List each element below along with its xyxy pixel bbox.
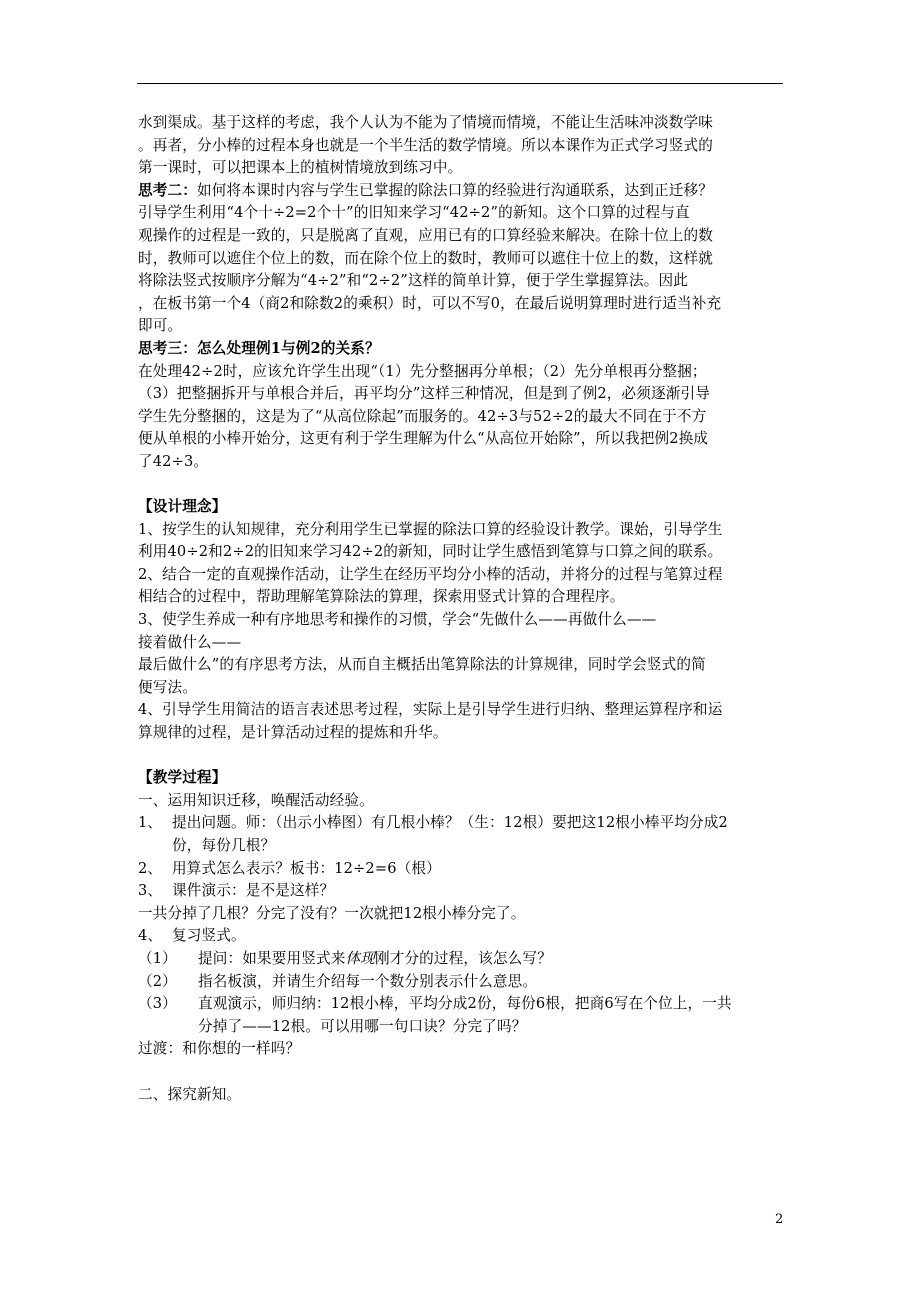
list-item	[138, 858, 788, 881]
sub-list-item	[138, 948, 788, 971]
text-line: 最后做什么”的有序思考方法，从而自主概括出笔算除法的计算规律，同时学会竖式的简	[138, 656, 706, 674]
text-line: 接着做什么——	[138, 633, 242, 651]
thinking-three-section	[138, 338, 788, 474]
section-one-title: 一、运用知识迁移，唤醒活动经验。	[138, 791, 374, 809]
text-line: 3、使学生养成一种有序地思考和操作的习惯，学会“先做什么——再做什么——	[138, 611, 657, 629]
list-item	[138, 925, 788, 948]
list-text: 课件演示：是不是这样？	[172, 882, 335, 900]
text-line: 了42÷3。	[138, 452, 209, 470]
text-line: 在处理42÷2时，应该允许学生出现“（1）先分整捆再分单根；（2）先分单根再分整捆；	[138, 362, 707, 380]
sub-list-item	[138, 971, 788, 994]
text-line: 便写法。	[138, 678, 197, 696]
sub-list-text-continued: 分掉了——12根。可以用哪一句口诀？分完了吗？	[198, 1017, 527, 1035]
sub-list-number: （3）	[138, 995, 177, 1013]
sub-list-text-italic: 体现	[345, 949, 375, 967]
design-concept-section	[138, 496, 788, 745]
text-line: 将除法竖式按顺序分解为“4÷2”和“2÷2”这样的简单计算，便于学生掌握算法。因此	[138, 272, 688, 290]
text-line: 第一课时，可以把课本上的植树情境放到练习中。	[138, 159, 463, 177]
text-line: 4、引导学生用简洁的语言表述思考过程，实际上是引导学生进行归纳、整理运算程序和运	[138, 701, 723, 719]
text-line: 相结合的过程中，帮助理解笔算除法的算理，探索用竖式计算的合理程序。	[138, 588, 625, 606]
page-number: 2	[775, 1212, 784, 1227]
design-concept-heading: 【设计理念】	[138, 498, 227, 516]
text-line: 。再者，分小棒的过程本身也就是一个半生活的数学情境。所以本课作为正式学习竖式的	[138, 136, 714, 154]
text-line: （3）把整捆拆开与单根合并后，再平均分”这样三种情况，但是到了例2，必须逐渐引导	[138, 385, 711, 403]
text-line: 水到渠成。基于这样的考虑，我个人认为不能为了情境而情境，不能让生活味冲淡数学味	[138, 114, 714, 131]
teaching-process-heading: 【教学过程】	[138, 769, 227, 787]
list-text: 提出问题。师：（出示小棒图）有几根小棒？（生：12根）要把这12根小棒平均分成2	[172, 814, 728, 832]
sub-list-number: （1）	[138, 949, 177, 967]
text-line: 时，教师可以遮住个位上的数，而在除个位上的数时，教师可以遮住十位上的数，这样就	[138, 249, 714, 267]
list-text: 复习竖式。	[172, 927, 246, 945]
section-two-title: 二、探究新知。	[138, 1085, 242, 1103]
sub-list-text: 直观演示，师归纳：12根小棒，平均分成2份，每份6根，把商6写在个位上，一共	[198, 995, 732, 1013]
list-item	[138, 812, 788, 835]
thinking-two-label: 思考二：	[138, 181, 197, 199]
list-text: 用算式怎么表示？板书：12÷2=6（根）	[172, 859, 441, 877]
text-line: 利用40÷2和2÷2的旧知来学习42÷2的新知，同时让学生感悟到笔算与口算之间的联系。	[138, 543, 723, 561]
teaching-process-section	[138, 767, 788, 1106]
list-number: 2、	[138, 859, 163, 877]
list-number: 3、	[138, 882, 163, 900]
list-item	[138, 880, 788, 903]
thinking-two-section	[138, 180, 788, 338]
document-body	[138, 112, 788, 1106]
text-line: 便从单根的小棒开始分，这更有利于学生理解为什么“从高位开始除”，所以我把例2换成	[138, 430, 709, 448]
sub-list-item	[138, 993, 788, 1016]
text-line: 1、按学生的认知规律，充分利用学生已掌握的除法口算的经验设计教学。课始，引导学生	[138, 520, 723, 538]
paragraph-intro	[138, 112, 788, 180]
text-line: 一共分掉了几根？分完了没有？一次就把12根小棒分完了。	[138, 904, 526, 922]
list-number: 4、	[138, 927, 163, 945]
sub-list-text: 提问：如果要用竖式来	[198, 949, 346, 967]
thinking-two-question: 如何将本课时内容与学生已掌握的除法口算的经验进行沟通联系，达到正迁移？	[196, 181, 714, 199]
header-rule	[137, 83, 783, 84]
sub-list-number: （2）	[138, 972, 177, 990]
list-number: 1、	[138, 814, 163, 832]
sub-list-text: 指名板演，并请生介绍每一个数分别表示什么意思。	[198, 972, 538, 990]
transition-line: 过渡：和你想的一样吗？	[138, 1040, 301, 1058]
text-line: ，在板书第一个4（商2和除数2的乘积）时，可以不写0，在最后说明算理时进行适当补充	[138, 294, 722, 312]
thinking-three-title: 思考三：怎么处理例1与例2的关系？	[138, 339, 380, 357]
text-line: 观操作的过程是一致的，只是脱离了直观，应用已有的口算经验来解决。在除十位上的数	[138, 226, 714, 244]
sub-list-text: 刚才分的过程，该怎么写？	[374, 949, 552, 967]
text-line: 2、结合一定的直观操作活动，让学生在经历平均分小棒的活动，并将分的过程与笔算过程	[138, 565, 723, 583]
text-line: 引导学生利用“4个十÷2=2个十”的旧知来学习“42÷2”的新知。这个口算的过程与直	[138, 204, 690, 222]
text-line: 学生先分整捆的，这是为了“从高位除起”而服务的。42÷3与52÷2的最大不同在于不方	[138, 407, 707, 425]
list-text-continued: 份，每份几根？	[172, 837, 276, 854]
text-line: 算规律的过程，是计算活动过程的提炼和升华。	[138, 724, 448, 742]
text-line: 即可。	[138, 317, 183, 335]
